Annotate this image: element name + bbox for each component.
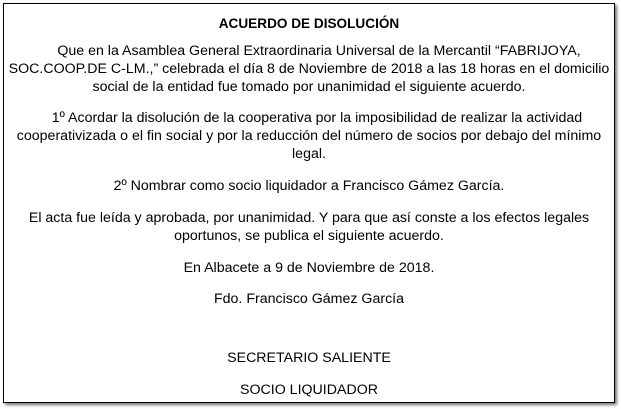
paragraph-2-line-3: legal. (292, 146, 326, 162)
paragraph-1-line-1: Que en la Asamblea General Extraordinaria Universal de la Mercantil “FABRIJOYA, (57, 43, 581, 59)
paragraph-1-line-3: social de la entidad fue tomado por unanimidad el siguiente acuerdo. (92, 79, 526, 95)
paragraph-2-line-1: 1º Acordar la disolución de la cooperativa por la imposibilidad de realizar la actividad (51, 110, 583, 126)
signatory-secretary: SECRETARIO SALIENTE (227, 350, 391, 366)
paragraph-1-line-2: SOC.COOP.DE C-LM.,” celebrada el día 8 de Noviembre de 2018 a las 18 horas en el domicilio (8, 61, 610, 77)
paragraph-4-line-1: El acta fue leída y aprobada, por unanimidad. Y para que así conste a los efectos legales (28, 210, 590, 226)
paragraph-3-line-1: 2º Nombrar como socio liquidador a Francisco Gámez García. (113, 178, 505, 194)
paragraph-4-line-2: oportunos, se publica el siguiente acuerdo. (174, 228, 444, 244)
document-title: ACUERDO DE DISOLUCIÓN (218, 16, 400, 31)
place-date: En Albacete a 9 de Noviembre de 2018. (183, 260, 435, 276)
document-frame (3, 3, 615, 403)
paragraph-2-line-2: cooperativizada o el fin social y por la reducción del número de socios por debajo del mínimo (16, 128, 602, 144)
signature-line: Fdo. Francisco Gámez García (213, 291, 404, 307)
signatory-liquidator: SOCIO LIQUIDADOR (240, 382, 378, 398)
